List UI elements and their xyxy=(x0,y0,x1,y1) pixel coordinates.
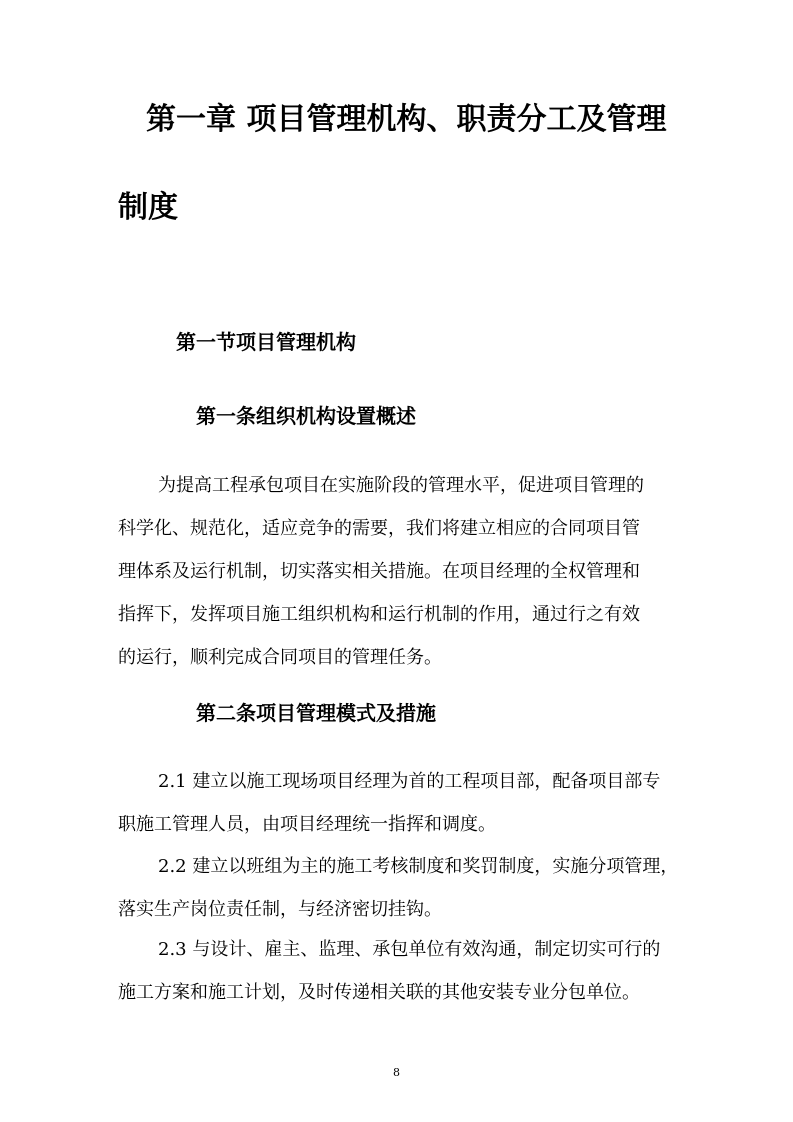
paragraph-line: 2.1 建立以施工现场项目经理为首的工程项目部，配备项目部专 xyxy=(158,771,661,792)
paragraph-line: 施工方案和施工计划，及时传递相关联的其他安装专业分包单位。 xyxy=(118,982,640,1003)
article-1-paragraph xyxy=(118,464,680,679)
page-number: 8 xyxy=(393,1066,400,1079)
section-title: 第一节项目管理机构 xyxy=(176,330,356,354)
chapter-title-line-2: 制度 xyxy=(118,190,178,225)
paragraph-line: 为提高工程承包项目在实施阶段的管理水平，促进项目管理的 xyxy=(158,475,644,496)
clause-2-2 xyxy=(118,845,680,931)
paragraph-line: 指挥下，发挥项目施工组织机构和运行机制的作用，通过行之有效 xyxy=(118,604,640,625)
paragraph-line: 理体系及运行机制，切实落实相关措施。在项目经理的全权管理和 xyxy=(118,561,640,582)
paragraph-line: 2.2 建立以班组为主的施工考核制度和奖罚制度，实施分项管理， xyxy=(158,856,679,877)
article-1-title: 第一条组织机构设置概述 xyxy=(196,404,416,428)
paragraph-line: 2.3 与设计、雇主、监理、承包单位有效沟通，制定切实可行的 xyxy=(158,939,661,960)
chapter-title-line-1: 第一章 项目管理机构、职责分工及管理 xyxy=(146,102,667,137)
article-2-title: 第二条项目管理模式及措施 xyxy=(196,701,436,725)
chapter-title xyxy=(118,76,688,252)
clause-2-1 xyxy=(118,760,680,846)
paragraph-line: 落实生产岗位责任制，与经济密切挂钩。 xyxy=(118,899,442,920)
paragraph-line: 职施工管理人员，由项目经理统一指挥和调度。 xyxy=(118,814,496,835)
paragraph-line: 的运行，顺利完成合同项目的管理任务。 xyxy=(118,647,442,668)
paragraph-line: 科学化、规范化，适应竞争的需要，我们将建立相应的合同项目管 xyxy=(118,518,640,539)
clause-2-3 xyxy=(118,928,680,1014)
